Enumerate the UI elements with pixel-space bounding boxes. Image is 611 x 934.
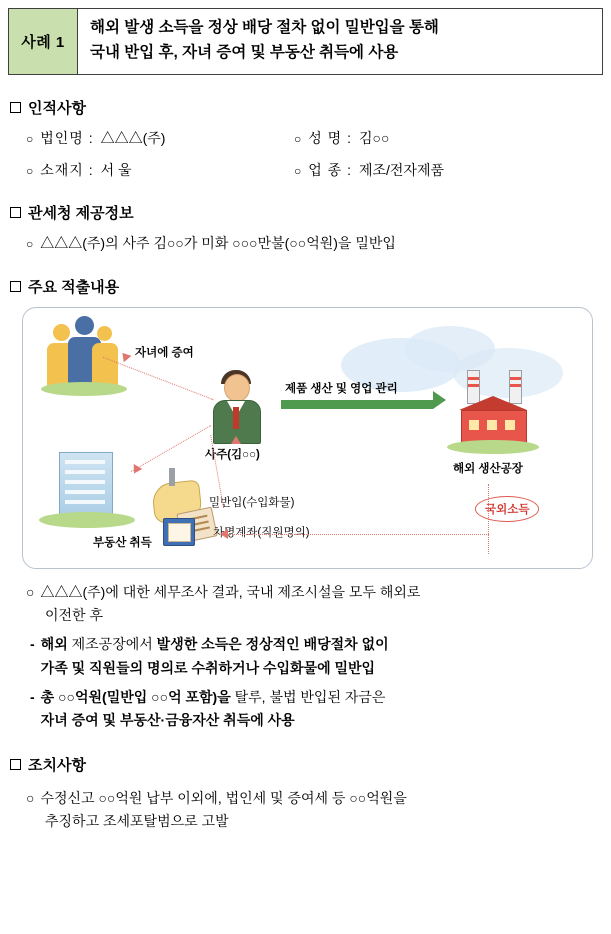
findings-dash-text-c: 탈루, 불법 반입된 자금은 [234, 688, 386, 705]
diagram-label-factory: 해외 생산공장 [453, 463, 523, 476]
section-heading-actions [10, 754, 611, 775]
field-key: 성 명 : [308, 129, 352, 146]
circle-bullet-icon: ○ [26, 789, 35, 806]
case-title-line-1: 해외 발생 소득을 정상 배당 절차 없이 밀반입을 통해 [90, 19, 439, 36]
section-heading-actions-label: 조치사항 [28, 756, 86, 774]
circle-bullet-icon: ○ [26, 236, 34, 251]
field-key: 소재지 : [40, 161, 94, 178]
foreign-income-badge: 국외소득 [475, 496, 539, 522]
circle-bullet-icon: ○ [26, 131, 34, 146]
case-title-line-2: 국내 반입 후, 자녀 증여 및 부동산 취득에 사용 [90, 43, 399, 61]
dash-bullet-icon: - [30, 636, 35, 653]
personal-info-cell [26, 160, 294, 180]
section-heading-customs [10, 202, 611, 223]
diagram-label-gift: 자녀에 증여 [135, 347, 194, 360]
circle-bullet-icon: ○ [294, 163, 302, 178]
building-icon [65, 480, 105, 484]
building-icon [65, 500, 105, 504]
grass-icon [39, 512, 135, 528]
dotted-flow-icon [220, 529, 228, 539]
actions-paragraph [26, 787, 611, 833]
smuggle-icon [169, 468, 175, 486]
document-page [0, 8, 611, 934]
square-bullet-icon [10, 102, 21, 113]
factory-icon [487, 420, 497, 430]
findings-dash-text-line2: 자녀 증여 및 부동산·금융자산 취득에 사용 [40, 711, 295, 728]
section-heading-findings-label: 주요 적출내용 [28, 279, 120, 297]
diagram-label-realestate: 부동산 취득 [93, 537, 152, 550]
factory-icon [459, 396, 527, 410]
findings-dash-text [41, 686, 386, 732]
section-heading-personal-label: 인적사항 [28, 99, 86, 117]
findings-diagram [22, 307, 593, 569]
findings-dash-text-c: 발생한 소득은 정상적인 배당절차 없이 [156, 636, 389, 653]
field-value: 김○○ [358, 129, 390, 146]
owner-icon [233, 407, 239, 429]
flow-arrow-icon [281, 400, 433, 409]
actions-paragraph-line-1 [26, 787, 611, 810]
findings-dash-text-line2: 가족 및 직원들의 명의로 수취하거나 수입화물에 밀반입 [40, 659, 376, 676]
field-key: 법인명 : [40, 129, 94, 146]
section-heading-customs-label: 관세청 제공정보 [28, 204, 134, 222]
family-icon [75, 316, 94, 335]
dotted-flow-icon [103, 357, 214, 400]
building-icon [65, 470, 105, 474]
grass-icon [447, 440, 539, 454]
findings-dash-text [41, 633, 389, 679]
factory-icon [505, 420, 515, 430]
family-icon [53, 324, 70, 341]
findings-dash-item [30, 686, 611, 732]
owner-icon [224, 374, 250, 402]
square-bullet-icon [10, 281, 21, 292]
diagram-label-account: 차명계좌(직원명의) [213, 527, 310, 540]
circle-bullet-icon: ○ [26, 163, 34, 178]
dotted-flow-icon [131, 425, 211, 472]
actions-paragraph-line-2: 추징하고 조세포탈범으로 고발 [45, 812, 229, 829]
case-title [78, 9, 602, 74]
diagram-label-owner: 사주(김○○) [205, 449, 260, 462]
account-book-icon [163, 518, 195, 546]
findings-dash-text-b: 제조공장에서 [71, 636, 153, 653]
findings-dash-text-a: 총 ○○억원(밀반입 ○○억 포함)을 [40, 688, 231, 705]
findings-dash-text-a: 해외 [40, 636, 68, 653]
personal-info-row [26, 128, 611, 148]
dash-bullet-icon: - [30, 688, 35, 705]
personal-info-cell [26, 128, 294, 148]
findings-paragraph [26, 581, 611, 627]
family-icon [97, 326, 112, 341]
section-heading-personal [10, 97, 611, 118]
section-heading-findings [10, 276, 611, 297]
field-key: 업 종 : [308, 161, 352, 178]
family-icon [92, 343, 118, 387]
square-bullet-icon [10, 759, 21, 770]
customs-info-line [26, 233, 611, 255]
case-header [8, 8, 603, 75]
diagram-label-smuggle: 밀반입(수입화물) [209, 497, 295, 510]
square-bullet-icon [10, 207, 21, 218]
customs-info-text: △△△(주)의 사주 김○○가 미화 ○○○만불(○○억원)을 밀반입 [40, 234, 396, 251]
dotted-flow-icon [231, 436, 241, 444]
personal-info-cell [294, 160, 444, 180]
dotted-flow-icon [223, 534, 489, 535]
personal-info-grid [26, 128, 611, 180]
field-value: △△△(주) [100, 129, 166, 146]
circle-bullet-icon: ○ [26, 584, 35, 601]
findings-paragraph-line-1 [26, 581, 611, 604]
findings-paragraph-line-2: 이전한 후 [45, 607, 103, 624]
personal-info-cell [294, 128, 389, 148]
field-value: 서 울 [100, 161, 132, 178]
circle-bullet-icon: ○ [294, 131, 302, 146]
field-value: 제조/전자제품 [358, 161, 445, 178]
grass-icon [41, 382, 127, 396]
building-icon [65, 460, 105, 464]
diagram-label-flow: 제품 생산 및 영업 관리 [285, 383, 398, 396]
building-icon [65, 490, 105, 494]
factory-icon [469, 420, 479, 430]
dotted-flow-icon [488, 484, 489, 554]
dotted-flow-icon [119, 350, 132, 363]
actions-paragraph-text-1: 수정신고 ○○억원 납부 이외에, 법인세 및 증여세 등 ○○억원을 [40, 789, 407, 806]
findings-dash-item [30, 633, 611, 679]
case-tag: 사례 1 [9, 9, 78, 74]
findings-paragraph-text-1: △△△(주)에 대한 세무조사 결과, 국내 제조시설을 모두 해외로 [40, 584, 421, 601]
flow-arrow-icon [433, 391, 446, 409]
personal-info-row [26, 160, 611, 180]
